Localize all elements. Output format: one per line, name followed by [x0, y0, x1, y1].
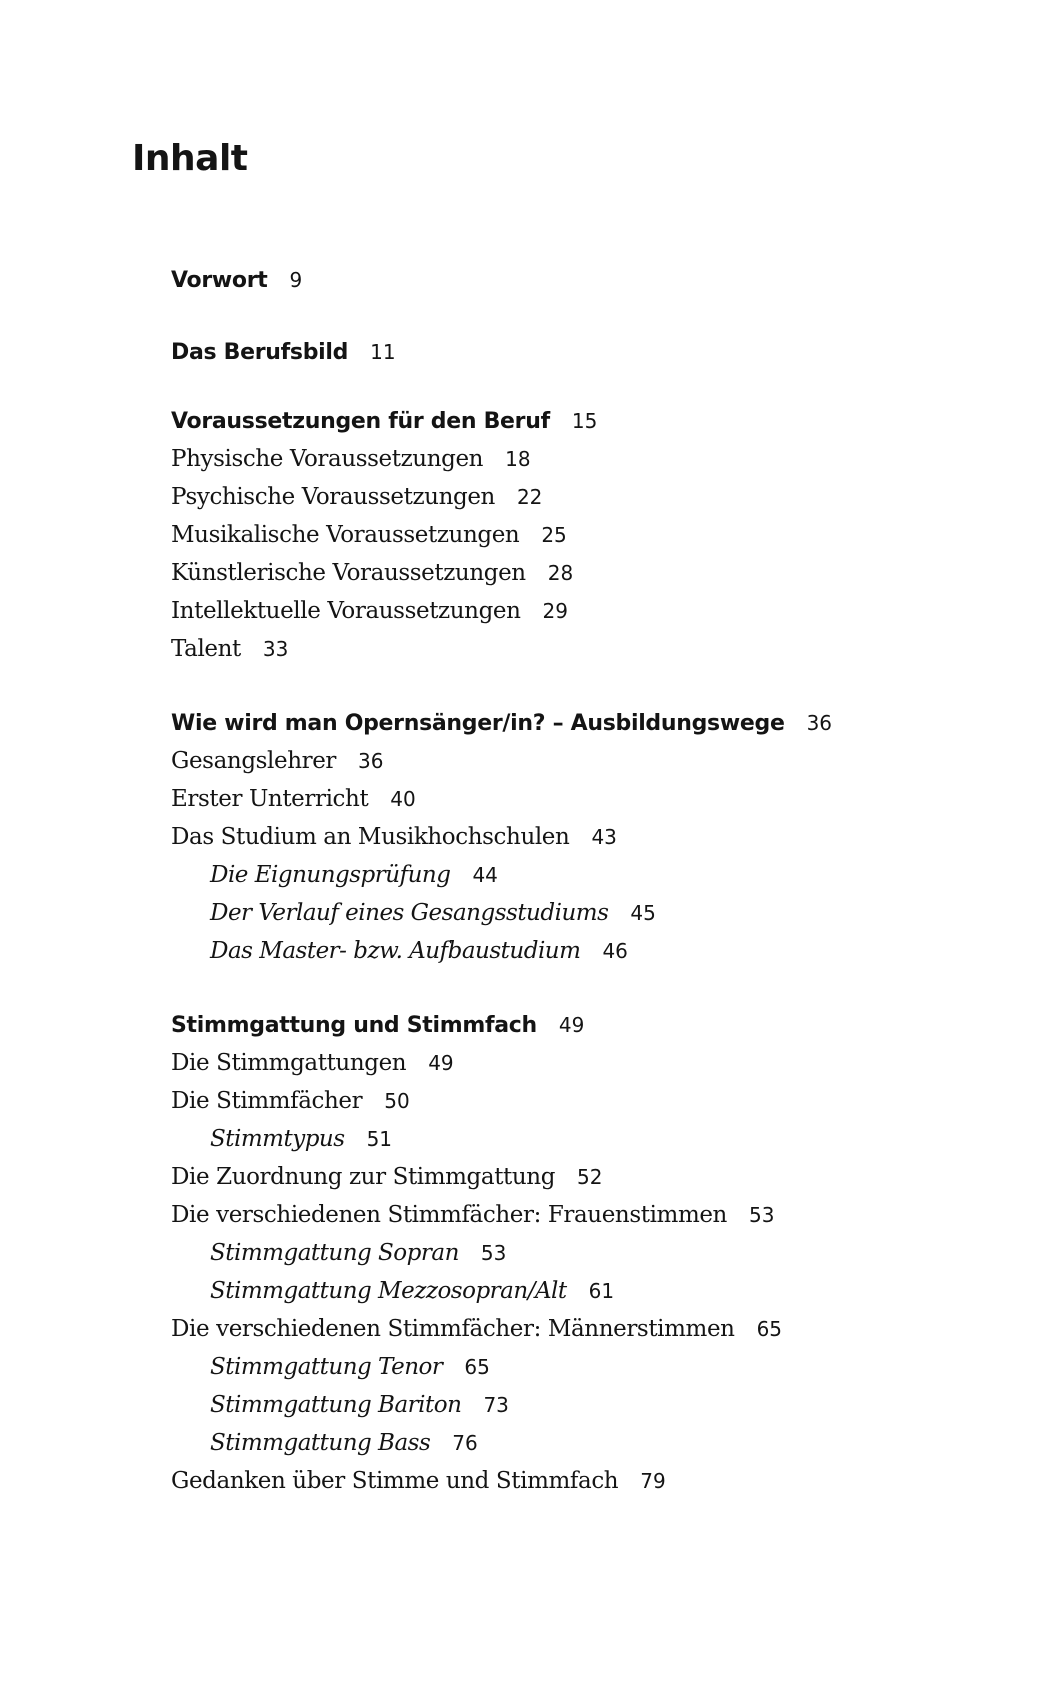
- toc-section-block: [171, 402, 1021, 668]
- toc-section-block: [171, 330, 1021, 374]
- toc-page-number: 36: [806, 711, 833, 735]
- toc-entry-label: Gesangslehrer: [171, 748, 337, 774]
- toc-page-number: 18: [505, 447, 531, 471]
- toc-entry-label: Vorwort: [171, 268, 268, 293]
- toc-chapter-entry: [171, 704, 1021, 742]
- toc-entry-label: Intellektuelle Voraussetzungen: [171, 598, 521, 624]
- toc-page-number: 33: [262, 637, 289, 661]
- toc-page-number: 11: [370, 340, 396, 364]
- toc-page-number: 40: [390, 787, 416, 811]
- toc-section-entry: [171, 478, 1021, 516]
- toc-page-number: 51: [366, 1127, 393, 1151]
- table-of-contents: [171, 258, 1021, 1536]
- toc-chapter-entry: [171, 402, 1021, 440]
- toc-page-number: 50: [384, 1089, 410, 1113]
- toc-section-entry: [171, 1196, 1021, 1234]
- toc-entry-label: Die Stimmgattungen: [171, 1050, 407, 1076]
- toc-page-number: 73: [483, 1393, 509, 1417]
- toc-page-number: 29: [542, 599, 568, 623]
- toc-section-entry: [171, 630, 1021, 668]
- toc-section-entry: [171, 1158, 1021, 1196]
- toc-entry-label: Stimmgattung Bariton: [210, 1392, 462, 1418]
- toc-page-number: 43: [591, 825, 617, 849]
- toc-page-number: 65: [756, 1317, 783, 1341]
- toc-section-entry: [171, 780, 1021, 818]
- toc-chapter-entry: [171, 1006, 1021, 1044]
- toc-entry-label: Psychische Voraussetzungen: [171, 484, 495, 510]
- toc-entry-label: Stimmgattung Bass: [210, 1430, 431, 1456]
- toc-section-entry: [171, 440, 1021, 478]
- toc-chapter-entry: [171, 258, 1021, 302]
- page-title: Inhalt: [132, 138, 248, 179]
- toc-entry-label: Physische Voraussetzungen: [171, 446, 484, 472]
- toc-entry-label: Der Verlauf eines Gesangsstudiums: [210, 900, 609, 926]
- toc-entry-label: Stimmgattung und Stimmfach: [171, 1013, 537, 1038]
- toc-section-entry: [171, 742, 1021, 780]
- toc-entry-label: Voraussetzungen für den Beruf: [171, 409, 550, 434]
- toc-page-number: 53: [748, 1203, 775, 1227]
- toc-section-entry: [171, 1462, 1021, 1500]
- toc-entry-label: Die Zuordnung zur Stimmgattung: [171, 1164, 556, 1190]
- toc-entry-label: Stimmgattung Mezzosopran/Alt: [210, 1278, 567, 1304]
- toc-page-number: 25: [541, 523, 567, 547]
- toc-section-block: [171, 1006, 1021, 1500]
- toc-page-number: 49: [558, 1013, 585, 1037]
- toc-subsection-entry: [171, 1348, 1021, 1386]
- toc-entry-label: Das Studium an Musikhochschulen: [171, 824, 570, 850]
- toc-page-number: 76: [452, 1431, 478, 1455]
- toc-section-entry: [171, 554, 1021, 592]
- toc-page-number: 36: [358, 749, 384, 773]
- toc-section-block: [171, 704, 1021, 970]
- toc-page-number: 52: [577, 1165, 603, 1189]
- toc-page-number: 61: [588, 1279, 615, 1303]
- toc-section-entry: [171, 1044, 1021, 1082]
- toc-page-number: 49: [428, 1051, 454, 1075]
- toc-page-number: 28: [547, 561, 574, 585]
- toc-entry-label: Stimmgattung Sopran: [210, 1240, 459, 1266]
- toc-entry-label: Die verschiedenen Stimmfächer: Frauenstimmen: [171, 1202, 727, 1228]
- toc-subsection-entry: [171, 856, 1021, 894]
- toc-entry-label: Die Stimmfächer: [171, 1088, 363, 1114]
- toc-entry-label: Wie wird man Opernsänger/in? – Ausbildungswege: [171, 711, 785, 736]
- toc-chapter-entry: [171, 330, 1021, 374]
- toc-entry-label: Stimmgattung Tenor: [210, 1354, 443, 1380]
- toc-section-block: [171, 258, 1021, 302]
- toc-entry-label: Die Eignungsprüfung: [210, 862, 451, 888]
- toc-subsection-entry: [171, 1386, 1021, 1424]
- toc-section-entry: [171, 1310, 1021, 1348]
- toc-entry-label: Talent: [171, 636, 241, 662]
- toc-subsection-entry: [171, 894, 1021, 932]
- toc-page-number: 46: [602, 939, 628, 963]
- toc-section-entry: [171, 592, 1021, 630]
- toc-subsection-entry: [171, 1424, 1021, 1462]
- toc-page-number: 53: [480, 1241, 507, 1265]
- toc-subsection-entry: [171, 1234, 1021, 1272]
- toc-section-entry: [171, 516, 1021, 554]
- toc-page-number: 15: [571, 409, 598, 433]
- toc-entry-label: Die verschiedenen Stimmfächer: Männerstimmen: [171, 1316, 735, 1342]
- toc-page-number: 22: [516, 485, 543, 509]
- toc-section-entry: [171, 818, 1021, 856]
- toc-page-number: 79: [640, 1469, 666, 1493]
- toc-entry-label: Künstlerische Voraussetzungen: [171, 560, 526, 586]
- toc-subsection-entry: [171, 1272, 1021, 1310]
- toc-subsection-entry: [171, 932, 1021, 970]
- toc-entry-label: Das Berufsbild: [171, 340, 349, 365]
- toc-entry-label: Gedanken über Stimme und Stimmfach: [171, 1468, 619, 1494]
- toc-page-number: 9: [289, 268, 303, 292]
- toc-entry-label: Erster Unterricht: [171, 786, 369, 812]
- toc-page-number: 45: [630, 901, 656, 925]
- toc-page-number: 65: [464, 1355, 490, 1379]
- toc-entry-label: Das Master- bzw. Aufbaustudium: [210, 938, 581, 964]
- toc-entry-label: Stimmtypus: [210, 1126, 345, 1152]
- toc-section-entry: [171, 1082, 1021, 1120]
- toc-page-number: 44: [472, 863, 498, 887]
- toc-subsection-entry: [171, 1120, 1021, 1158]
- toc-entry-label: Musikalische Voraussetzungen: [171, 522, 520, 548]
